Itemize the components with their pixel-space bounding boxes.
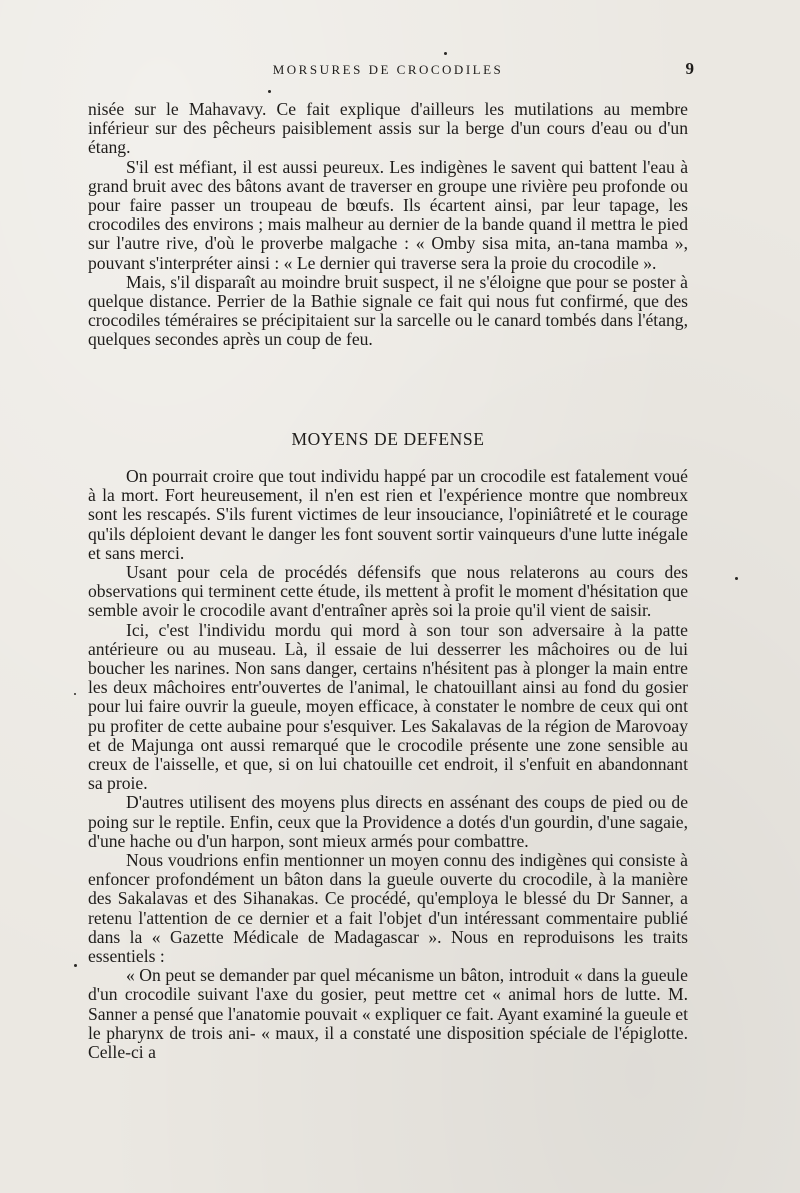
section-heading: MOYENS DE DEFENSE <box>291 429 485 449</box>
bottom-text-block <box>88 467 688 1062</box>
top-text-block <box>88 100 688 350</box>
ink-speck <box>74 964 77 967</box>
page-number: 9 <box>685 59 694 78</box>
paragraph: Nous voudrions enfin mentionner un moyen connu des indigènes qui consiste à enfoncer profondément un bâton dans la gueule ouverte du crocodile, à la manière des Sakalavas et des Sihanakas. Ce procédé, qu'employa le blessé du Dr Sanner, a retenu l'attention de ce dernier et a fait l'objet d'un intéressant commentaire publié dans la « Gazette Médicale de Madagascar ». Nous en reproduisons les traits essentiels : <box>88 850 688 967</box>
paragraph: S'il est méfiant, il est aussi peureux. Les indigènes le savent qui battent l'eau à grand bruit avec des bâtons avant de traverser en groupe une rivière peu profonde ou pour faire passer un troupeau de bœufs. Ils écartent ainsi, par leur tapage, les crocodiles des environs ; mais malheur au dernier de la bande quand il mettra le pied sur l'autre rive, d'où le proverbe malgache : « Omby sisa mita, an-tana mamba », pouvant s'interpréter ainsi : « Le dernier qui traverse sera la proie du crocodile ». <box>88 156 688 273</box>
ink-speck <box>268 90 271 93</box>
page-header <box>88 59 694 84</box>
paragraph: On pourrait croire que tout individu happé par un crocodile est fatalement voué à la mort. Fort heureusement, il n'en est rien et l'expérience montre que nombreux sont les rescapés. S'ils furent victimes de leur insouciance, l'opiniâtreté et le courage qu'ils déploient devant le danger les font souvent sortir vainqueurs d'une lutte inégale et sans merci. <box>88 466 688 563</box>
running-title: MORSURES DE CROCODILES <box>272 62 504 77</box>
paragraph: Usant pour cela de procédés défensifs que nous relaterons au cours des observations qui terminent cette étude, ils mettent à profit le moment d'hésitation que semble avoir le crocodile avant d'entraîner après soi la proie qu'il vient de saisir. <box>88 562 688 621</box>
paragraph: « On peut se demander par quel mécanisme un bâton, introduit « dans la gueule d'un crocodile suivant l'axe du gosier, peut mettre cet « animal hors de lutte. M. Sanner a pensé que l'anatomie pouvait « expliquer ce fait. Ayant examiné la gueule et le pharynx de trois ani- « maux, il a constaté une disposition spéciale de l'épiglotte. Celle-ci a <box>88 965 689 1063</box>
paragraph: nisée sur le Mahavavy. Ce fait explique d'ailleurs les mutilations au membre inférieur sur des pêcheurs paisiblement assis sur la berge d'un cours d'eau ou d'un étang. <box>88 99 688 158</box>
ink-speck <box>74 693 76 695</box>
ink-speck <box>444 52 447 55</box>
paragraph: Ici, c'est l'individu mordu qui mord à son tour son adversaire à la patte antérieure ou au museau. Là, il essaie de lui desserrer les mâchoires ou de lui boucher les narines. Non sans danger, certains n'hésitent pas à plonger la main entre les deux mâchoires entr'ouvertes de l'animal, le chatouillant ainsi au fond du gosier pour lui faire ouvrir la gueule, moyen efficace, à constater le nombre de ceux qui ont pu profiter de cette aubaine pour s'esquiver. Les Sakalavas de la région de Marovoay et de Majunga ont aussi remarqué que le crocodile présente une zone sensible au creux de l'aisselle, et que, si on lui chatouille cet endroit, il s'enfuit en abandonnant sa proie. <box>88 619 688 794</box>
paragraph: Mais, s'il disparaît au moindre bruit suspect, il ne s'éloigne que pour se poster à quelque distance. Perrier de la Bathie signale ce fait qui nous fut confirmé, que des crocodiles téméraires se précipitaient sur la sarcelle ou le canard tombés dans l'étang, quelques secondes après un coup de feu. <box>88 271 688 350</box>
ink-speck <box>735 577 738 580</box>
paragraph: D'autres utilisent des moyens plus directs en assénant des coups de pied ou de poing sur le reptile. Enfin, ceux que la Providence a dotés d'un gourdin, d'une sagaie, d'une hache ou d'un harpon, sont mieux armés pour combattre. <box>88 792 688 851</box>
